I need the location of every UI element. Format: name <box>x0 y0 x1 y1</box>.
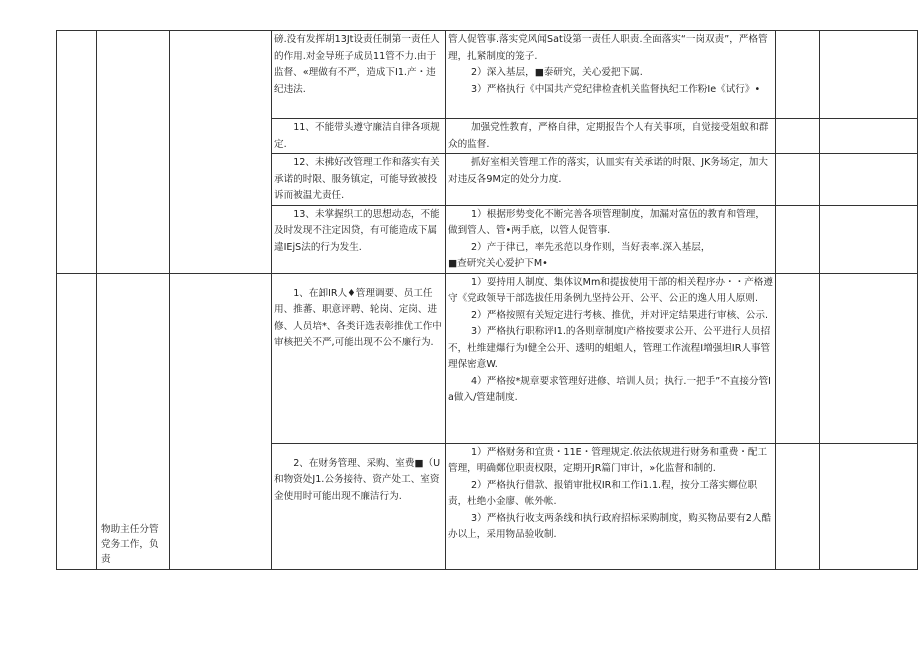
empty-cell <box>820 154 918 206</box>
measure-text: 1）耍持用人制度、集体议Mm和提拔使用干部的相关程序办・・产格遵守《党政领导干部选拔任用条例九坚持公开、公平、公正的逸人用人原则. <box>448 276 773 304</box>
measure-text: 管人促管事.落实党风闻Sat设第一责任人职责.全面落实“一岗双责”，严格管理，扎紧制度的笼子. <box>448 34 768 62</box>
measure-text: 3）严格执行职称评I1.的各则章制度I产格按要求公开、公平进行人员招不，杜维建爆行为I健全公开、透明的蛆蛆人，管理工作流程I増强坦IR人事管理保密意W. <box>448 326 771 370</box>
risk-cell <box>272 119 446 154</box>
empty-cell <box>820 205 918 273</box>
empty-cell <box>820 443 918 569</box>
risk-text: 11、不能带头遵守廉洁自律各项规定. <box>274 122 440 150</box>
department-text: 物助主任分管党务工作，负责 <box>101 523 159 565</box>
measure-cell <box>446 205 776 273</box>
sec2-empty-post <box>170 273 272 569</box>
measure-text: 3）严格执行《中国共产党纪律检査机关监督执纪工作粉Ie《试行》• <box>471 83 761 95</box>
empty-cell <box>820 119 918 154</box>
risk-cell <box>272 443 446 569</box>
measure-cell <box>446 119 776 154</box>
risk-text: 12、未拂好改管理工作和落实有关承诺的时限、服务镇定，可能导致被投诉而被温尤责任. <box>274 157 440 201</box>
risk-text: 13、未掌握织工的思想动态，不能及时发现不注定因贷，有可能造成下属違IEjS法的行为发生. <box>274 208 440 253</box>
sec1-empty-post <box>170 31 272 274</box>
risk-text: 2、在财务管理、采购、室费■（U和物资处J1.公务接待、资产处工、室资金使用时可能出现不廉洁行为. <box>274 457 441 502</box>
risk-cell <box>272 273 446 443</box>
measure-cell <box>446 31 776 119</box>
measure-cell <box>446 443 776 569</box>
measure-text: 抓好室相关管理工作的落实，认皿实有关承诺的时限、JK务场定，加大对违反各9M定的处分力度. <box>448 157 768 185</box>
sec1-empty-dept <box>97 31 170 274</box>
risk-cell <box>272 31 446 119</box>
empty-cell <box>776 273 820 443</box>
risk-text: 磅.没有发挥胡13Jt设责任制第一责任人的作用.对金导班子成员11管不力.由于监督、«理做有不严，造成下I1.产・违纪违法. <box>274 34 440 95</box>
risk-text: 1、在卸IR人♦管理调要、员工任用、推蕃、职意评聘、轮岗、定岗、进修、人员培*、各类讦选表彰推优工作中审核把关不严,可能出现不公不廉行为. <box>274 287 442 348</box>
measure-text: 4）严格按*规章要求管理好进修、培训人员；执行.一把手”不直接分管Ia做入/管建制度. <box>448 375 771 403</box>
department-cell <box>97 273 170 569</box>
measure-text: 1）严格财务和宜贵・11E・管理规定.依法依规进行财务和重费・配工管理，明确鄭位职责权限，定期开JR篇门审计，»化监督和制的. <box>448 446 768 474</box>
measure-text: 2）严格按照有关短定进行考核、推优，并对评定结果进行审核、公示. <box>471 309 768 321</box>
sec2-empty-index <box>57 273 97 569</box>
measure-text: 2）产于律已，率先丞范以身作则，当好表率.深入基层， <box>471 241 711 253</box>
empty-cell <box>776 154 820 206</box>
measure-text: 2）严格执行借款、报销审批权IR和工作i1.1.程，按分工落实鄉位职责，杜绝小金廖、帐外帐. <box>448 479 758 507</box>
empty-cell <box>776 119 820 154</box>
risk-cell <box>272 205 446 273</box>
empty-cell <box>776 205 820 273</box>
risk-table <box>56 30 918 570</box>
measure-text: 1）根据形势变化不断完善各项管理制度，加漏对富伍的教育和管理，做到管人、管•两手底，以管人促管事. <box>448 208 765 236</box>
empty-cell <box>776 31 820 119</box>
measure-text: 3）严格执行收支两条线和执行政府招标采购制度，购买物品要有2人酷办以上，采用物品验收制. <box>448 512 772 540</box>
measure-text: ■查研究关心爱护下M• <box>448 258 548 269</box>
empty-cell <box>776 443 820 569</box>
measure-cell <box>446 273 776 443</box>
risk-cell <box>272 154 446 206</box>
empty-cell <box>820 273 918 443</box>
measure-cell <box>446 154 776 206</box>
empty-cell <box>820 31 918 119</box>
measure-text: 2）深入基层，■泰研究，关心爱把下属. <box>471 67 643 78</box>
measure-text: 加强党性教育，严格自律，定期报告个人有关事项，自觉接受俎蚁和群众的监督. <box>448 122 769 150</box>
sec1-empty-index <box>57 31 97 274</box>
